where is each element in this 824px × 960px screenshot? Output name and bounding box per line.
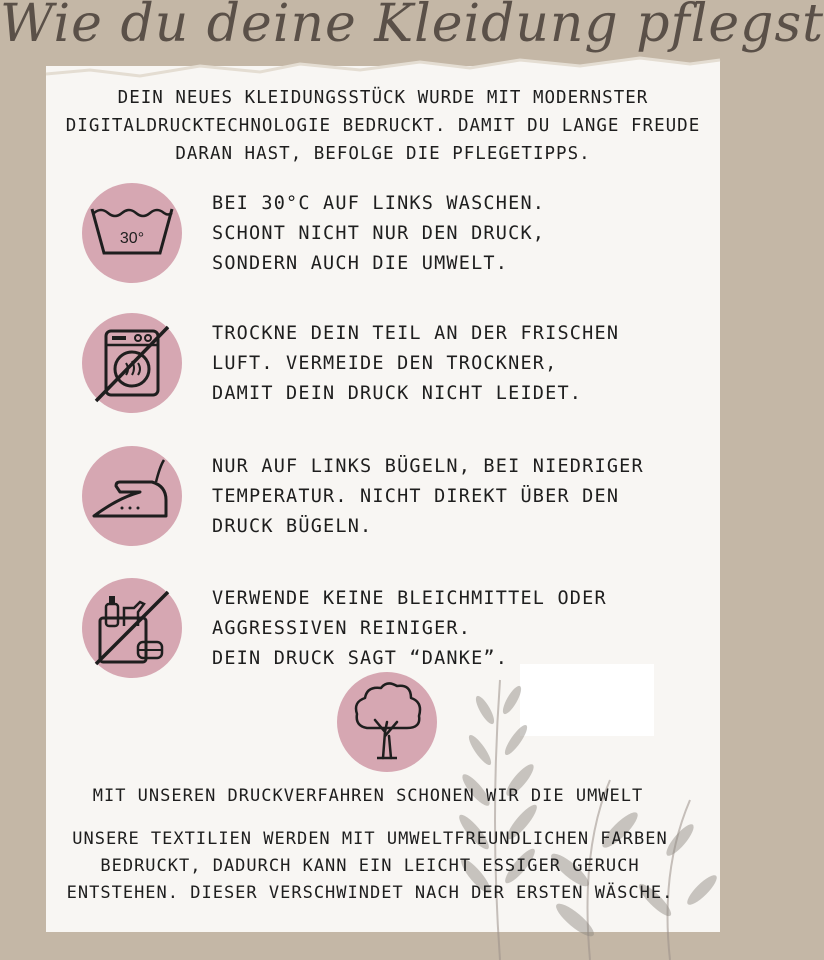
tree-icon [337,672,437,772]
wash-temp-label: 30° [119,230,145,247]
care-item-text: VERWENDE KEINE BLEICHMITTEL ODER AGGRESSIVEN REINIGER. DEIN DRUCK SAGT “DANKE”. [212,588,607,669]
wash-30-icon [82,183,182,283]
eco-heading: MIT UNSEREN DRUCKVERFAHREN SCHONEN WIR DIE UMWELT [92,786,644,806]
care-item-iron [82,446,702,550]
care-item-dry [82,313,702,417]
care-item-text: BEI 30°C AUF LINKS WASCHEN. SCHONT NICHT NUR DEN DRUCK, SONDERN AUCH DIE UMWELT. [212,193,546,274]
iron-icon [82,446,182,546]
no-dryer-icon [82,313,182,413]
eco-text: UNSERE TEXTILIEN WERDEN MIT UMWELTFREUNDLICHEN FARBEN BEDRUCKT, DADURCH KANN EIN LEICHT ESSIGER GERUCH ENTSTEHEN. DIESER VERSCHWINDET NACH DER ERSTEN WÄSCHE. [66,829,674,903]
page-title: Wie du deine Kleidung pflegst [0,0,824,54]
care-item-wash [82,183,702,287]
care-item-text: NUR AUF LINKS BÜGELN, BEI NIEDRIGER TEMPERATUR. NICHT DIREKT ÜBER DEN DRUCK BÜGELN. [212,456,644,537]
intro-text: DEIN NEUES KLEIDUNGSSTÜCK WURDE MIT MODERNSTER DIGITALDRUCKTECHNOLOGIE BEDRUCKT. DAMIT DU LANGE FREUDE DARAN HAST, BEFOLGE DIE PFLEGETIPPS. [65,88,701,164]
plant-decoration-icon [440,670,720,960]
no-bleach-icon [82,578,182,678]
care-item-text: TROCKNE DEIN TEIL AN DER FRISCHEN LUFT. VERMEIDE DEN TROCKNER, DAMIT DEIN DRUCK NICHT LEIDET. [212,323,620,404]
